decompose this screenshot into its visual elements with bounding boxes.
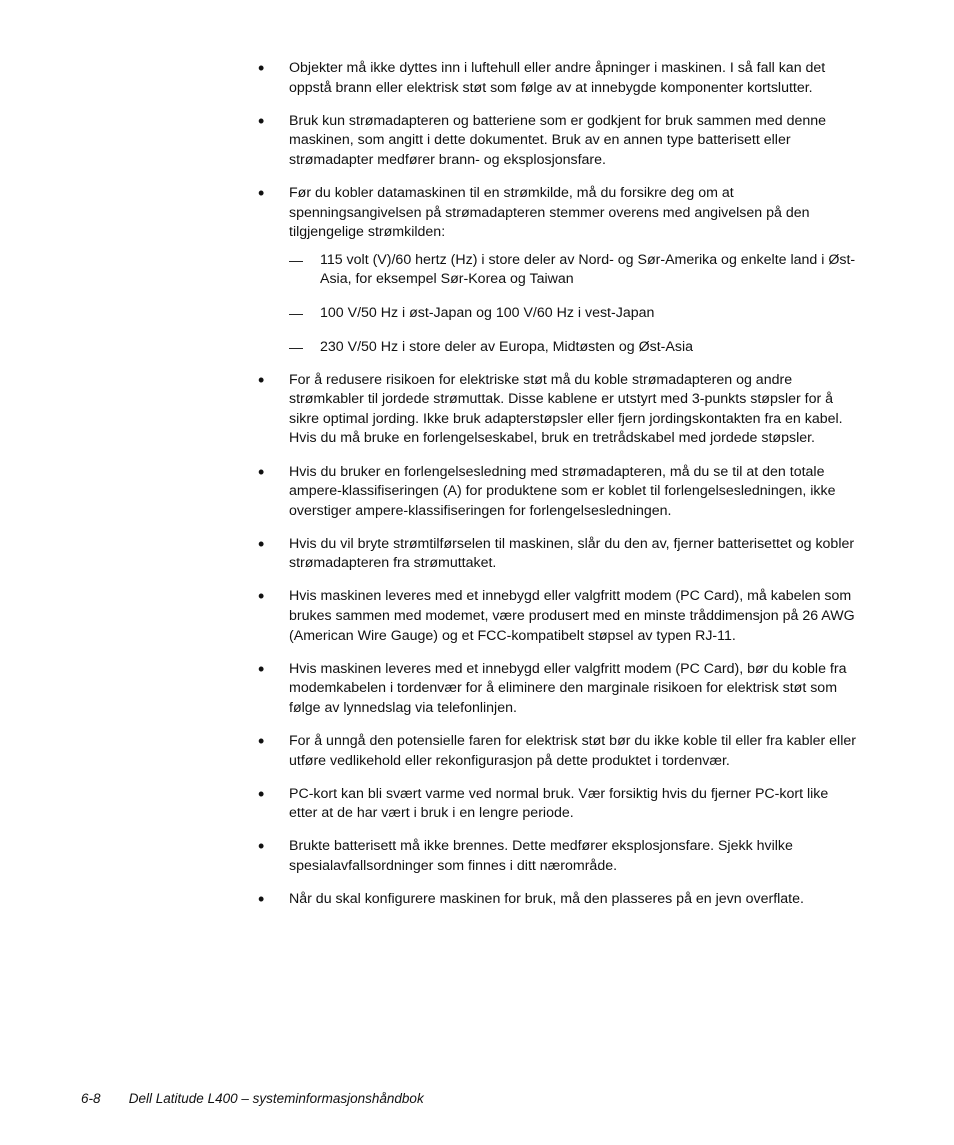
- list-item: [258, 59, 858, 98]
- list-item-text: Bruk kun strømadapteren og batteriene som er godkjent for bruk sammen med denne maskinen, som angitt i dette dokumentet. Bruk av en annen type batterisett eller strømadapter medfører brann- og eksplosjonsfare.: [289, 112, 827, 168]
- safety-instructions-list: [258, 59, 858, 923]
- list-item: [258, 732, 858, 771]
- list-item-text: Hvis maskinen leveres med et innebygd eller valgfritt modem (PC Card), må kabelen som brukes sammen med modemet, være produsert med en minste tråddimensjon på 26 AWG (American Wire Gauge) og et FCC-kompatibelt støpsel av typen RJ-11.: [289, 588, 855, 644]
- list-item: [258, 890, 858, 910]
- bullet-icon: •: [258, 783, 265, 804]
- list-item-text: Objekter må ikke dyttes inn i luftehull eller andre åpninger i maskinen. I så fall kan det oppstå brann eller elektrisk støt som følge av at innebygde komponenter kortslutter.: [289, 60, 826, 96]
- list-item-text: Hvis du bruker en forlengelsesledning med strømadapteren, må du se til at den totale ampere-klassifiseringen (A) for produktene som er koblet til forlengelsesledningen, ikke overstiger ampere-klassifiseringen for forlengelsesledningen.: [289, 463, 836, 519]
- list-item: [258, 535, 858, 574]
- document-title: Dell Latitude L400 – systeminformasjonshåndbok: [128, 1091, 424, 1106]
- list-item: [258, 837, 858, 876]
- list-item-text: Når du skal konfigurere maskinen for bruk, må den plasseres på en jevn overflate.: [289, 891, 804, 908]
- bullet-icon: •: [258, 369, 265, 390]
- list-item: [258, 112, 858, 171]
- list-item-text: Hvis du vil bryte strømtilførselen til maskinen, slår du den av, fjerner batterisettet og kobler strømadapteren fra strømuttaket.: [289, 535, 855, 572]
- list-item: [258, 463, 858, 522]
- list-item-text: For å redusere risikoen for elektriske støt må du koble strømadapteren og andre strømkabler til jordede strømuttak. Disse kablene er utstyrt med 3-punkts støpsler for å sikre optimal jording. Ikke bruk adapterstøpsler eller fjern jordingskontakten fra en kabel. Hvis du må bruke en forlengelseskabel, bruk en tretrådskabel med jordede støpsler.: [289, 371, 843, 447]
- dash-icon: —: [289, 338, 303, 355]
- dash-icon: —: [289, 251, 303, 268]
- bullet-icon: •: [258, 731, 265, 752]
- bullet-icon: •: [258, 658, 265, 679]
- voltage-sublist: [289, 251, 858, 357]
- bullet-icon: •: [258, 586, 265, 607]
- bullet-icon: •: [258, 58, 265, 78]
- bullet-icon: •: [258, 889, 265, 910]
- bullet-icon: •: [258, 182, 265, 203]
- list-item-text: For å unngå den potensielle faren for elektrisk støt bør du ikke koble til eller fra kabler eller utføre vedlikehold eller rekonfigurasjon på dette produktet i tordenvær.: [289, 733, 856, 769]
- sublist-item-text: 230 V/50 Hz i store deler av Europa, Midtøsten og Øst-Asia: [320, 338, 693, 355]
- page-footer: [81, 1091, 424, 1106]
- list-item-text: Brukte batterisett må ikke brennes. Dette medfører eksplosjonsfare. Sjekk hvilke spesialavfallsordninger som finnes i ditt nærområde.: [289, 838, 793, 874]
- list-item: [258, 785, 858, 824]
- page-number: 6-8: [81, 1091, 101, 1106]
- list-item-text: Hvis maskinen leveres med et innebygd eller valgfritt modem (PC Card), bør du koble fra modemkabelen i tordenvær for å eliminere den marginale risikoen for elektrisk støt som følge av lynnedslag via telefonlinjen.: [289, 660, 847, 716]
- list-item: [258, 371, 858, 449]
- sublist-item-text: 100 V/50 Hz i øst-Japan og 100 V/60 Hz i vest-Japan: [320, 304, 655, 321]
- sublist-item-text: 115 volt (V)/60 hertz (Hz) i store deler av Nord- og Sør-Amerika og enkelte land i Øst-Asia, for eksempel Sør-Korea og Taiwan: [320, 251, 856, 288]
- sublist-item: [289, 338, 858, 358]
- bullet-icon: •: [258, 461, 265, 482]
- sublist-item: [289, 251, 858, 290]
- list-item: [258, 184, 858, 357]
- list-item: [258, 587, 858, 646]
- bullet-icon: •: [258, 836, 265, 857]
- sublist-item: [289, 304, 858, 324]
- dash-icon: —: [289, 304, 303, 321]
- bullet-icon: •: [258, 110, 265, 131]
- list-item-text: PC-kort kan bli svært varme ved normal bruk. Vær forsiktig hvis du fjerner PC-kort like etter at de har vært i bruk i en lengre periode.: [289, 785, 829, 822]
- list-item-text: Før du kobler datamaskinen til en strømkilde, må du forsikre deg om at spenningsangivelsen på strømadapteren stemmer overens med angivelsen på den tilgjengelige strømkilden:: [289, 184, 810, 241]
- bullet-icon: •: [258, 533, 265, 554]
- list-item: [258, 660, 858, 719]
